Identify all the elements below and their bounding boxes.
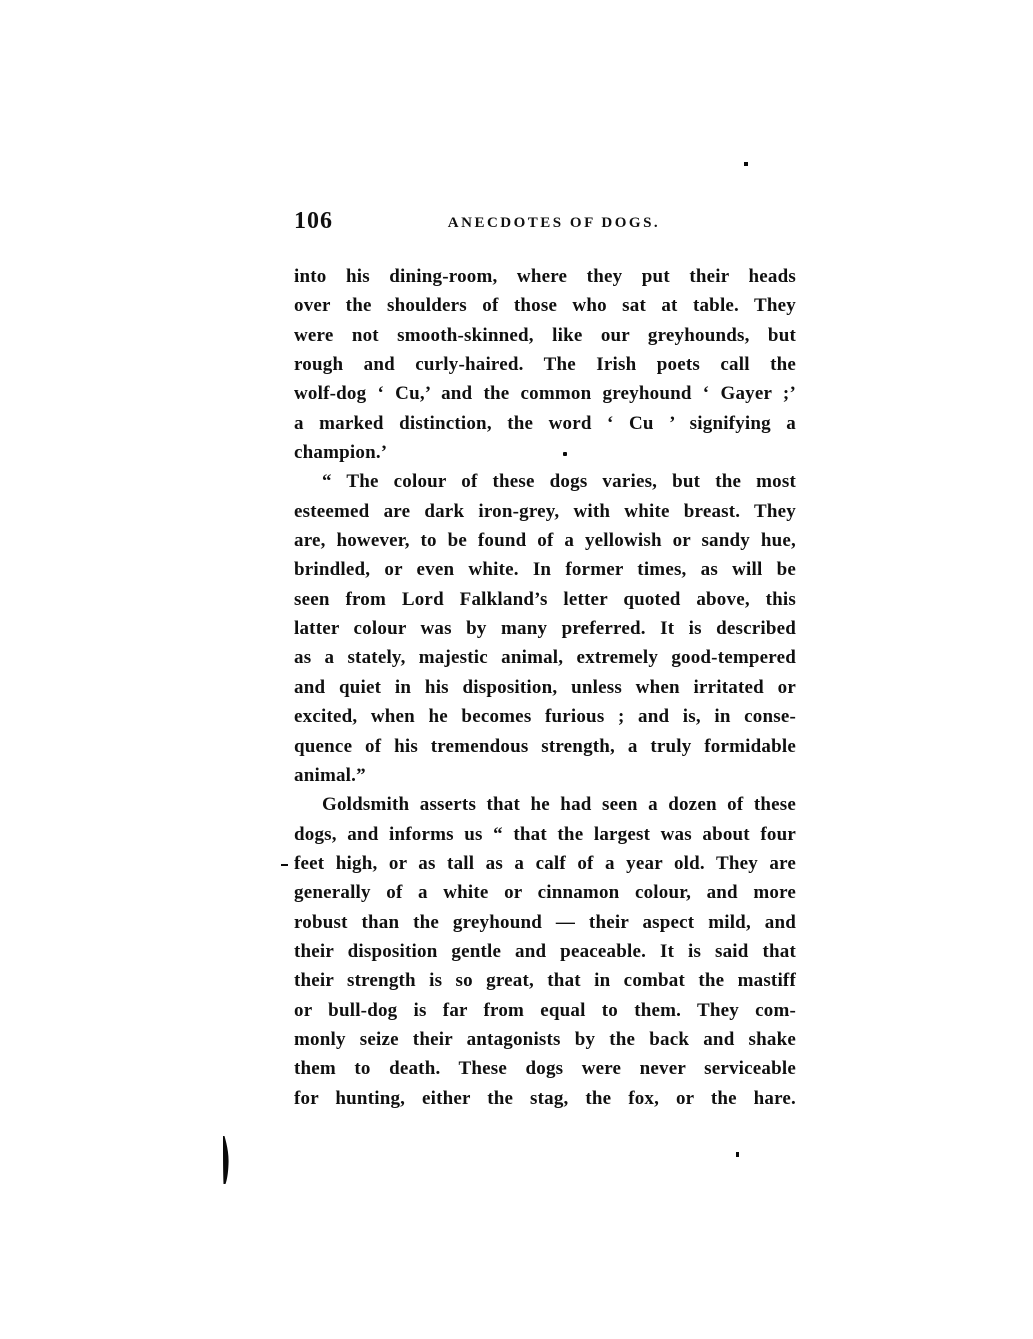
text-line: robust than the greyhound — their aspect mild, and (294, 911, 796, 933)
body-text (294, 262, 796, 1113)
text-line: dogs, and informs us “ that the largest was about four (294, 823, 796, 845)
running-title: ANECDOTES OF DOGS. (447, 215, 661, 231)
text-line: their disposition gentle and peaceable. It is said that (294, 940, 796, 962)
text-line: or bull-dog is far from equal to them. They com- (294, 999, 796, 1021)
ink-speck (744, 162, 748, 166)
ink-blob-artifact (221, 1136, 231, 1184)
text-line: brindled, or even white. In former times, as will be (294, 559, 796, 581)
text-line: rough and curly-haired. The Irish poets call the (294, 354, 796, 376)
text-line: as a stately, majestic animal, extremely good-tempered (294, 647, 796, 669)
text-line: wolf-dog ‘ Cu,’ and the common greyhound ‘ Gayer ;’ (294, 383, 796, 405)
text-line: them to death. These dogs were never serviceable (294, 1058, 796, 1080)
text-line: into his dining-room, where they put their heads (294, 266, 796, 287)
text-line: a marked distinction, the word ‘ Cu ’ signifying a (294, 412, 796, 434)
text-line: were not smooth-skinned, like our greyhounds, but (294, 324, 796, 346)
text-line: over the shoulders of those who sat at table. They (294, 295, 796, 317)
text-line: “ The colour of these dogs varies, but the most (322, 471, 796, 493)
text-line: animal.” (294, 764, 366, 786)
text-line: latter colour was by many preferred. It is described (294, 618, 796, 640)
ink-speck (736, 1152, 739, 1157)
text-line: excited, when he becomes furious ; and is, in conse- (294, 706, 796, 728)
text-line: monly seize their antagonists by the back and shake (294, 1028, 796, 1050)
text-line: feet high, or as tall as a calf of a year old. They are (294, 852, 796, 874)
text-line: their strength is so great, that in combat the mastiff (294, 970, 796, 992)
text-line: are, however, to be found of a yellowish or sandy hue, (294, 530, 796, 552)
ink-speck (563, 452, 567, 456)
text-line: generally of a white or cinnamon colour, and more (294, 882, 796, 904)
ink-speck (281, 864, 288, 866)
text-line: for hunting, either the stag, the fox, or the hare. (294, 1087, 796, 1109)
text-line: and quiet in his disposition, unless when irritated or (294, 676, 796, 698)
text-line: esteemed are dark iron-grey, with white breast. They (294, 500, 796, 522)
text-line: seen from Lord Falkland’s letter quoted above, this (294, 588, 796, 610)
text-line: quence of his tremendous strength, a truly formidable (294, 735, 796, 757)
page-number: 106 (294, 208, 333, 234)
text-line: Goldsmith asserts that he had seen a dozen of these (322, 794, 796, 816)
text-line: champion.’ (294, 442, 388, 464)
page-header (294, 208, 796, 238)
